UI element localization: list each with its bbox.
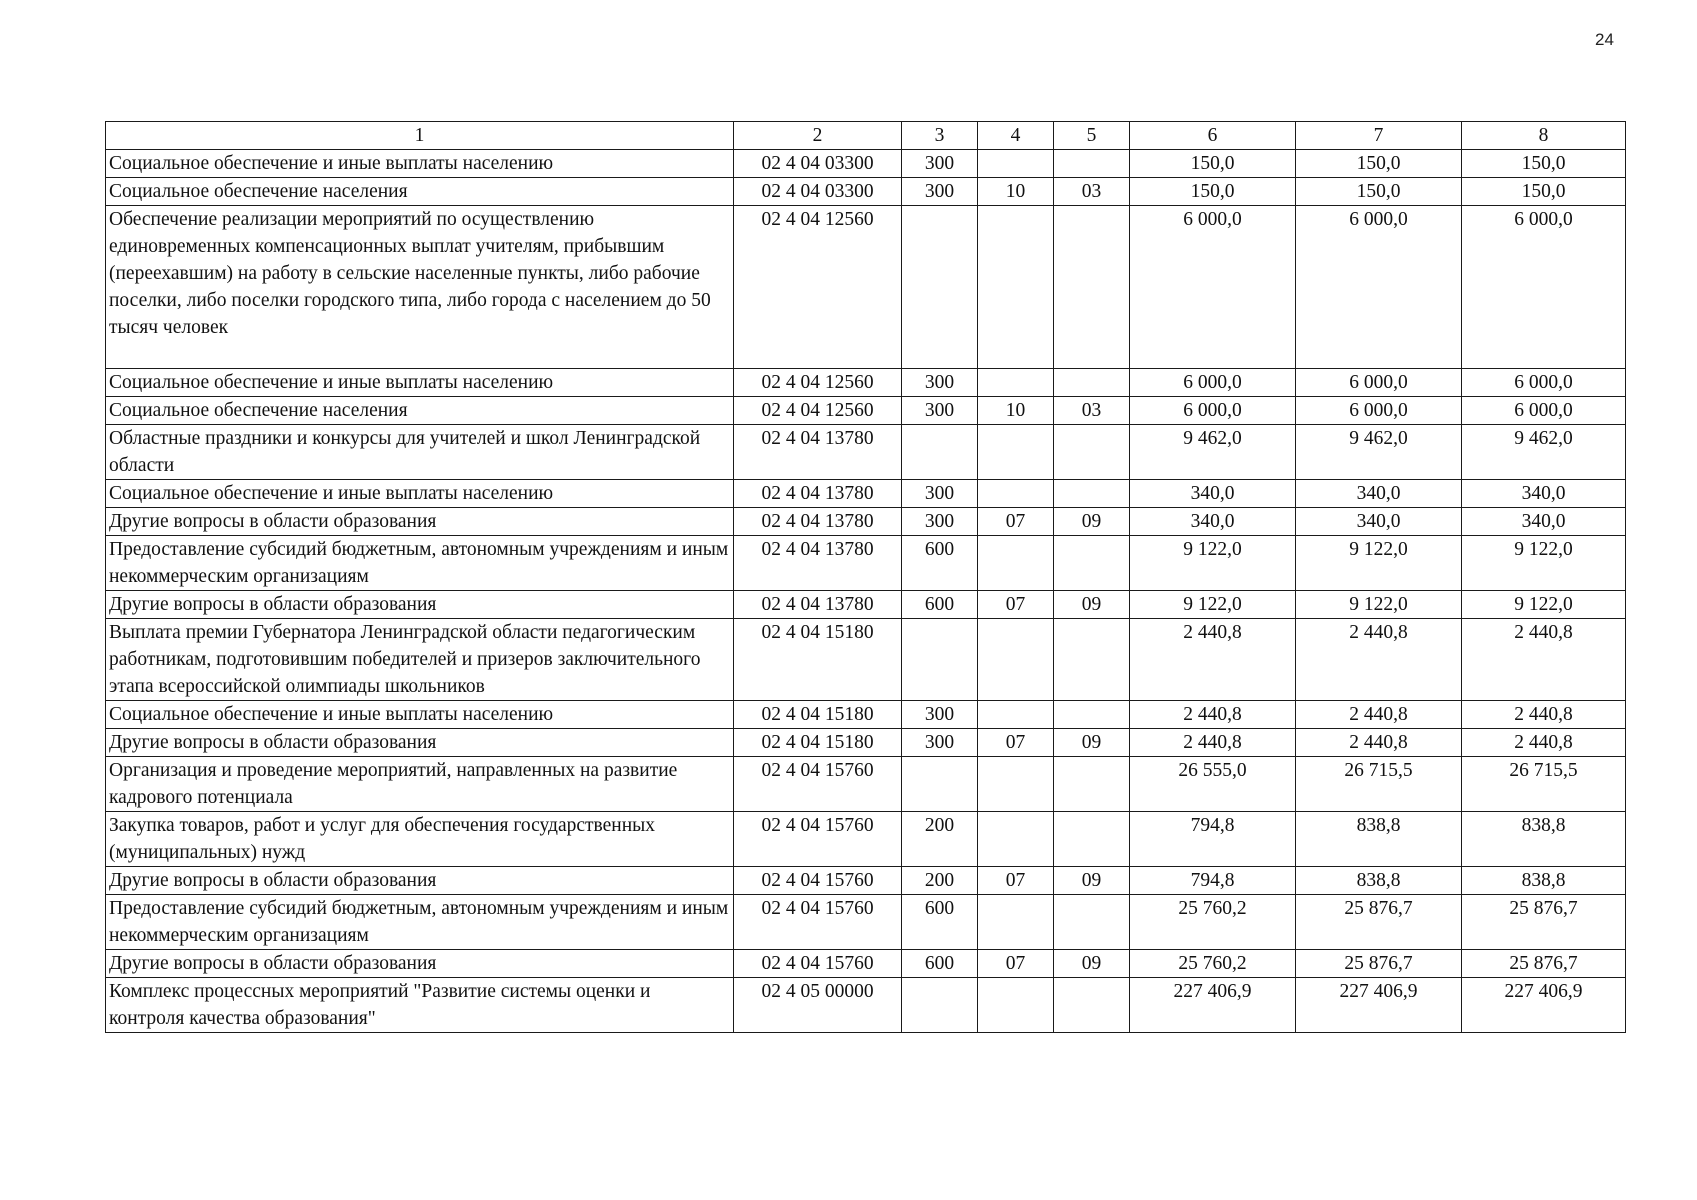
cell-value-8: 838,8 bbox=[1462, 867, 1626, 895]
cell-name: Другие вопросы в области образования bbox=[106, 867, 734, 895]
cell-value-6: 6 000,0 bbox=[1130, 369, 1296, 397]
cell-value-6: 2 440,8 bbox=[1130, 701, 1296, 729]
cell-col5 bbox=[1054, 812, 1130, 867]
cell-col4: 07 bbox=[978, 591, 1054, 619]
column-header-5: 5 bbox=[1054, 122, 1130, 150]
cell-value-8: 25 876,7 bbox=[1462, 895, 1626, 950]
cell-name: Организация и проведение мероприятий, направленных на развитие кадрового потенциала bbox=[106, 757, 734, 812]
table-row bbox=[106, 150, 1626, 178]
cell-col3 bbox=[902, 425, 978, 480]
cell-name: Социальное обеспечение населения bbox=[106, 178, 734, 206]
cell-value-7: 150,0 bbox=[1296, 150, 1462, 178]
cell-col4: 07 bbox=[978, 508, 1054, 536]
cell-col4 bbox=[978, 895, 1054, 950]
cell-col4 bbox=[978, 701, 1054, 729]
cell-col3: 600 bbox=[902, 895, 978, 950]
cell-col4 bbox=[978, 619, 1054, 701]
table-row bbox=[106, 729, 1626, 757]
cell-name: Областные праздники и конкурсы для учителей и школ Ленинградской области bbox=[106, 425, 734, 480]
cell-name: Другие вопросы в области образования bbox=[106, 591, 734, 619]
cell-value-7: 838,8 bbox=[1296, 812, 1462, 867]
cell-value-7: 2 440,8 bbox=[1296, 619, 1462, 701]
cell-value-7: 340,0 bbox=[1296, 480, 1462, 508]
cell-col3 bbox=[902, 619, 978, 701]
cell-name: Предоставление субсидий бюджетным, автономным учреждениям и иным некоммерческим организациям bbox=[106, 536, 734, 591]
cell-value-6: 2 440,8 bbox=[1130, 729, 1296, 757]
cell-col3: 300 bbox=[902, 397, 978, 425]
cell-code: 02 4 04 13780 bbox=[734, 536, 902, 591]
cell-value-8: 9 462,0 bbox=[1462, 425, 1626, 480]
cell-value-8: 838,8 bbox=[1462, 812, 1626, 867]
cell-col3: 200 bbox=[902, 812, 978, 867]
cell-value-8: 9 122,0 bbox=[1462, 591, 1626, 619]
table-row bbox=[106, 480, 1626, 508]
cell-value-8: 6 000,0 bbox=[1462, 397, 1626, 425]
cell-name: Социальное обеспечение и иные выплаты населению bbox=[106, 480, 734, 508]
cell-col5 bbox=[1054, 619, 1130, 701]
cell-code: 02 4 04 12560 bbox=[734, 206, 902, 369]
cell-value-8: 227 406,9 bbox=[1462, 978, 1626, 1033]
cell-col3: 300 bbox=[902, 150, 978, 178]
cell-col4: 07 bbox=[978, 867, 1054, 895]
cell-col5 bbox=[1054, 425, 1130, 480]
cell-col5 bbox=[1054, 701, 1130, 729]
cell-col4 bbox=[978, 425, 1054, 480]
cell-value-8: 2 440,8 bbox=[1462, 701, 1626, 729]
cell-code: 02 4 04 15180 bbox=[734, 701, 902, 729]
column-header-7: 7 bbox=[1296, 122, 1462, 150]
cell-value-7: 838,8 bbox=[1296, 867, 1462, 895]
cell-col5: 09 bbox=[1054, 591, 1130, 619]
column-header-8: 8 bbox=[1462, 122, 1626, 150]
cell-col5: 09 bbox=[1054, 508, 1130, 536]
cell-value-7: 9 462,0 bbox=[1296, 425, 1462, 480]
cell-code: 02 4 04 12560 bbox=[734, 397, 902, 425]
cell-name: Другие вопросы в области образования bbox=[106, 729, 734, 757]
cell-name: Другие вопросы в области образования bbox=[106, 950, 734, 978]
cell-name: Социальное обеспечение населения bbox=[106, 397, 734, 425]
table-row bbox=[106, 536, 1626, 591]
cell-value-8: 6 000,0 bbox=[1462, 206, 1626, 369]
cell-col3 bbox=[902, 978, 978, 1033]
cell-code: 02 4 04 15760 bbox=[734, 867, 902, 895]
table-row bbox=[106, 757, 1626, 812]
cell-col5 bbox=[1054, 536, 1130, 591]
cell-col3 bbox=[902, 206, 978, 369]
cell-col4: 07 bbox=[978, 950, 1054, 978]
cell-name: Комплекс процессных мероприятий "Развитие системы оценки и контроля качества образования" bbox=[106, 978, 734, 1033]
cell-name: Социальное обеспечение и иные выплаты населению bbox=[106, 701, 734, 729]
column-header-3: 3 bbox=[902, 122, 978, 150]
cell-value-8: 340,0 bbox=[1462, 508, 1626, 536]
table-row bbox=[106, 701, 1626, 729]
table-body bbox=[106, 122, 1626, 1033]
cell-value-6: 227 406,9 bbox=[1130, 978, 1296, 1033]
cell-value-6: 6 000,0 bbox=[1130, 206, 1296, 369]
cell-col5 bbox=[1054, 480, 1130, 508]
cell-col5: 09 bbox=[1054, 867, 1130, 895]
column-header-4: 4 bbox=[978, 122, 1054, 150]
cell-value-6: 9 122,0 bbox=[1130, 536, 1296, 591]
cell-value-6: 794,8 bbox=[1130, 812, 1296, 867]
cell-name: Выплата премии Губернатора Ленинградской области педагогическим работникам, подготовившим победителей и призеров заключительного этапа всероссийской олимпиады школьников bbox=[106, 619, 734, 701]
cell-value-8: 150,0 bbox=[1462, 150, 1626, 178]
cell-code: 02 4 04 15760 bbox=[734, 895, 902, 950]
cell-code: 02 4 04 12560 bbox=[734, 369, 902, 397]
cell-value-8: 150,0 bbox=[1462, 178, 1626, 206]
cell-col5 bbox=[1054, 978, 1130, 1033]
cell-value-6: 150,0 bbox=[1130, 178, 1296, 206]
cell-code: 02 4 04 13780 bbox=[734, 508, 902, 536]
cell-value-7: 6 000,0 bbox=[1296, 206, 1462, 369]
cell-value-8: 340,0 bbox=[1462, 480, 1626, 508]
cell-value-6: 25 760,2 bbox=[1130, 895, 1296, 950]
cell-value-7: 2 440,8 bbox=[1296, 729, 1462, 757]
cell-code: 02 4 04 03300 bbox=[734, 178, 902, 206]
table-row bbox=[106, 812, 1626, 867]
column-header-6: 6 bbox=[1130, 122, 1296, 150]
table-row bbox=[106, 397, 1626, 425]
cell-value-8: 26 715,5 bbox=[1462, 757, 1626, 812]
cell-value-6: 25 760,2 bbox=[1130, 950, 1296, 978]
cell-col4: 10 bbox=[978, 397, 1054, 425]
table-row bbox=[106, 206, 1626, 369]
cell-value-7: 9 122,0 bbox=[1296, 591, 1462, 619]
cell-col4 bbox=[978, 757, 1054, 812]
header-row bbox=[106, 122, 1626, 150]
cell-code: 02 4 04 15760 bbox=[734, 757, 902, 812]
table-row bbox=[106, 950, 1626, 978]
budget-table bbox=[105, 121, 1626, 1033]
table-row bbox=[106, 178, 1626, 206]
column-header-1: 1 bbox=[106, 122, 734, 150]
cell-code: 02 4 05 00000 bbox=[734, 978, 902, 1033]
cell-name: Социальное обеспечение и иные выплаты населению bbox=[106, 150, 734, 178]
cell-code: 02 4 04 13780 bbox=[734, 591, 902, 619]
cell-col3: 300 bbox=[902, 178, 978, 206]
cell-col5 bbox=[1054, 369, 1130, 397]
cell-value-8: 2 440,8 bbox=[1462, 619, 1626, 701]
table-row bbox=[106, 591, 1626, 619]
cell-value-7: 6 000,0 bbox=[1296, 369, 1462, 397]
table-row bbox=[106, 369, 1626, 397]
cell-value-7: 6 000,0 bbox=[1296, 397, 1462, 425]
cell-code: 02 4 04 15180 bbox=[734, 619, 902, 701]
cell-col3: 300 bbox=[902, 701, 978, 729]
cell-col5: 03 bbox=[1054, 397, 1130, 425]
cell-value-6: 6 000,0 bbox=[1130, 397, 1296, 425]
cell-value-6: 9 122,0 bbox=[1130, 591, 1296, 619]
cell-name: Социальное обеспечение и иные выплаты населению bbox=[106, 369, 734, 397]
cell-value-8: 25 876,7 bbox=[1462, 950, 1626, 978]
cell-col4 bbox=[978, 536, 1054, 591]
cell-col3: 300 bbox=[902, 508, 978, 536]
table-row bbox=[106, 425, 1626, 480]
cell-value-7: 150,0 bbox=[1296, 178, 1462, 206]
cell-value-6: 26 555,0 bbox=[1130, 757, 1296, 812]
cell-col5: 03 bbox=[1054, 178, 1130, 206]
cell-value-6: 150,0 bbox=[1130, 150, 1296, 178]
cell-value-8: 9 122,0 bbox=[1462, 536, 1626, 591]
cell-code: 02 4 04 03300 bbox=[734, 150, 902, 178]
cell-col4 bbox=[978, 480, 1054, 508]
cell-value-7: 25 876,7 bbox=[1296, 895, 1462, 950]
page-number: 24 bbox=[1595, 30, 1614, 49]
cell-code: 02 4 04 15760 bbox=[734, 812, 902, 867]
cell-col3: 200 bbox=[902, 867, 978, 895]
cell-col3: 300 bbox=[902, 480, 978, 508]
table-row bbox=[106, 895, 1626, 950]
cell-col3 bbox=[902, 757, 978, 812]
cell-col5: 09 bbox=[1054, 950, 1130, 978]
cell-value-8: 2 440,8 bbox=[1462, 729, 1626, 757]
column-header-2: 2 bbox=[734, 122, 902, 150]
table-row bbox=[106, 508, 1626, 536]
cell-col5 bbox=[1054, 206, 1130, 369]
cell-value-6: 340,0 bbox=[1130, 480, 1296, 508]
cell-col4 bbox=[978, 150, 1054, 178]
table-row bbox=[106, 978, 1626, 1033]
cell-value-7: 25 876,7 bbox=[1296, 950, 1462, 978]
cell-col4 bbox=[978, 812, 1054, 867]
cell-value-7: 340,0 bbox=[1296, 508, 1462, 536]
cell-col4: 07 bbox=[978, 729, 1054, 757]
cell-name: Предоставление субсидий бюджетным, автономным учреждениям и иным некоммерческим организациям bbox=[106, 895, 734, 950]
cell-col5 bbox=[1054, 757, 1130, 812]
cell-col5 bbox=[1054, 150, 1130, 178]
cell-name: Обеспечение реализации мероприятий по осуществлению единовременных компенсационных выплат учителям, прибывшим (переехавшим) на работу в сельские населенные пункты, либо рабочие поселки, либо поселки городского типа, либо города с населением до 50 тысяч человек bbox=[106, 206, 734, 369]
cell-col4: 10 bbox=[978, 178, 1054, 206]
cell-col4 bbox=[978, 206, 1054, 369]
cell-name: Другие вопросы в области образования bbox=[106, 508, 734, 536]
cell-name: Закупка товаров, работ и услуг для обеспечения государственных (муниципальных) нужд bbox=[106, 812, 734, 867]
cell-value-7: 2 440,8 bbox=[1296, 701, 1462, 729]
cell-col5: 09 bbox=[1054, 729, 1130, 757]
cell-value-7: 9 122,0 bbox=[1296, 536, 1462, 591]
cell-value-6: 794,8 bbox=[1130, 867, 1296, 895]
cell-value-6: 9 462,0 bbox=[1130, 425, 1296, 480]
cell-code: 02 4 04 15760 bbox=[734, 950, 902, 978]
table-row bbox=[106, 619, 1626, 701]
cell-col3: 600 bbox=[902, 950, 978, 978]
cell-col3: 600 bbox=[902, 591, 978, 619]
table-row bbox=[106, 867, 1626, 895]
cell-col5 bbox=[1054, 895, 1130, 950]
cell-col4 bbox=[978, 978, 1054, 1033]
cell-col4 bbox=[978, 369, 1054, 397]
cell-code: 02 4 04 13780 bbox=[734, 480, 902, 508]
cell-code: 02 4 04 15180 bbox=[734, 729, 902, 757]
cell-value-8: 6 000,0 bbox=[1462, 369, 1626, 397]
cell-col3: 300 bbox=[902, 729, 978, 757]
cell-code: 02 4 04 13780 bbox=[734, 425, 902, 480]
cell-value-7: 227 406,9 bbox=[1296, 978, 1462, 1033]
cell-col3: 600 bbox=[902, 536, 978, 591]
cell-value-6: 340,0 bbox=[1130, 508, 1296, 536]
cell-value-6: 2 440,8 bbox=[1130, 619, 1296, 701]
cell-value-7: 26 715,5 bbox=[1296, 757, 1462, 812]
cell-col3: 300 bbox=[902, 369, 978, 397]
